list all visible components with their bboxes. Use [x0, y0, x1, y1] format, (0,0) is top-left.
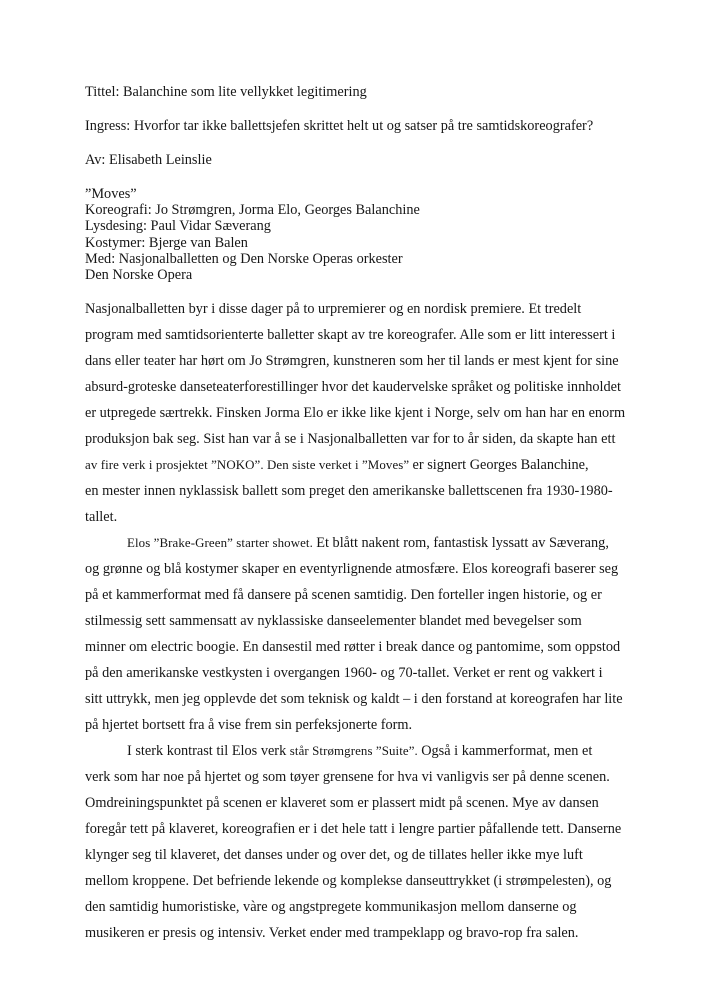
- text-line: mellom kroppene. Det befriende lekende og komplekse danseuttrykket (i strømpelesten), og: [85, 873, 612, 890]
- text-segment-alt-font: står Strømgrens ”Suite”.: [289, 744, 422, 759]
- text-line: er utpregede særtrekk. Finsken Jorma Elo er ikke like kjent i Norge, selv om han har en enorm: [85, 405, 626, 422]
- text-segment: I sterk kontrast til Elos verk: [127, 743, 290, 760]
- text-segment: Også i kammerformat, men et: [421, 743, 593, 760]
- text-segment: Et blått nakent rom, fantastisk lyssatt av Sæverang,: [316, 535, 609, 552]
- text-line: musikeren er presis og intensiv. Verket ender med trampeklapp og bravo-rop fra salen.: [85, 925, 579, 942]
- document-byline: Av: Elisabeth Leinslie: [85, 152, 212, 168]
- credits-work-title: ”Moves”: [85, 186, 137, 202]
- document-title-line: Tittel: Balanchine som lite vellykket legitimering: [85, 84, 367, 100]
- credits-performers: Med: Nasjonalballetten og Den Norske Operas orkester: [85, 250, 403, 267]
- text-line: program med samtidsorienterte balletter skapt av tre koreografer. Alle som er litt interessert i: [85, 327, 616, 344]
- text-line: sitt uttrykk, men jeg opplevde det som teknisk og kaldt – i den forstand at koreografen har lite: [85, 691, 623, 708]
- credits-block: [85, 186, 647, 283]
- text-line: absurd-groteske danseteaterforestillinger hvor det kaudervelske språket og politiske innholdet: [85, 379, 621, 396]
- text-segment-alt-font: Elos ”Brake-Green” starter showet.: [127, 536, 317, 551]
- credits-costumes: Kostymer: Bjerge van Balen: [85, 234, 248, 251]
- text-segment-alt-font: av fire verk i prosjektet ”NOKO”. Den siste verket i ”Moves”: [85, 458, 413, 473]
- text-line: stilmessig sett sammensatt av nyklassiske danseelementer blandet med bevegelser som: [85, 613, 582, 630]
- credits-venue: Den Norske Opera: [85, 267, 193, 284]
- text-line: minner om electric boogie. En dansestil med røtter i break dance og pantomime, som oppstod: [85, 639, 621, 656]
- text-line: på hjertet bortsett fra å vise frem sin perfeksjonerte form.: [85, 717, 413, 734]
- document-ingress-line: Ingress: Hvorfor tar ikke ballettsjefen skrittet helt ut og satser på tre samtidskoreografer?: [85, 118, 594, 134]
- text-line: Omdreiningspunktet på scenen er klaveret som er plassert midt på scenen. Mye av dansen: [85, 795, 599, 812]
- text-line: Nasjonalballetten byr i disse dager på to urpremierer og en nordisk premiere. Et tredelt: [85, 301, 582, 318]
- text-line: på et kammerformat med få dansere på scenen samtidig. Den forteller ingen historie, og er: [85, 587, 602, 604]
- text-line: og grønne og blå kostymer skaper en eventyrlignende atmosfære. Elos koreografi baserer seg: [85, 561, 619, 578]
- text-line: den samtidig humoristiske, vàre og angstpregete kommunikasjon mellom danserne og: [85, 899, 577, 916]
- text-line-paragraph-start: [85, 738, 647, 764]
- text-line: klynger seg til klaveret, det danses under og over det, og de tillates heller ikke mye luft: [85, 847, 583, 864]
- article-body: [85, 296, 647, 946]
- text-line: på den amerikanske vestkysten i overgangen 1960- og 70-tallet. Verket er rent og vakkert i: [85, 665, 603, 682]
- text-line: verk som har noe på hjertet og som tøyer grensene for hva vi vanligvis ser på denne scenen.: [85, 769, 610, 786]
- text-line: en mester innen nyklassisk ballett som preget den amerikanske ballettscenen fra 1930-1980-: [85, 483, 613, 500]
- text-line: foregår tett på klaveret, koreografien er i det hele tatt i lengre partier påfallende tett. Danserne: [85, 821, 622, 838]
- credits-choreography: Koreografi: Jo Strømgren, Jorma Elo, Georges Balanchine: [85, 202, 420, 219]
- text-line: tallet.: [85, 509, 118, 526]
- text-line: dans eller teater har hørt om Jo Strømgren, kunstneren som her til lands er mest kjent for sine: [85, 353, 619, 370]
- text-line-paragraph-start: [85, 530, 647, 556]
- text-line: produksjon bak seg. Sist han var å se i Nasjonalballetten var for to år siden, da skapte han ett: [85, 431, 616, 448]
- text-line-mixed-font: [85, 452, 647, 478]
- text-segment: er signert Georges Balanchine,: [412, 457, 589, 474]
- credits-lighting: Lysdesing: Paul Vidar Sæverang: [85, 218, 271, 235]
